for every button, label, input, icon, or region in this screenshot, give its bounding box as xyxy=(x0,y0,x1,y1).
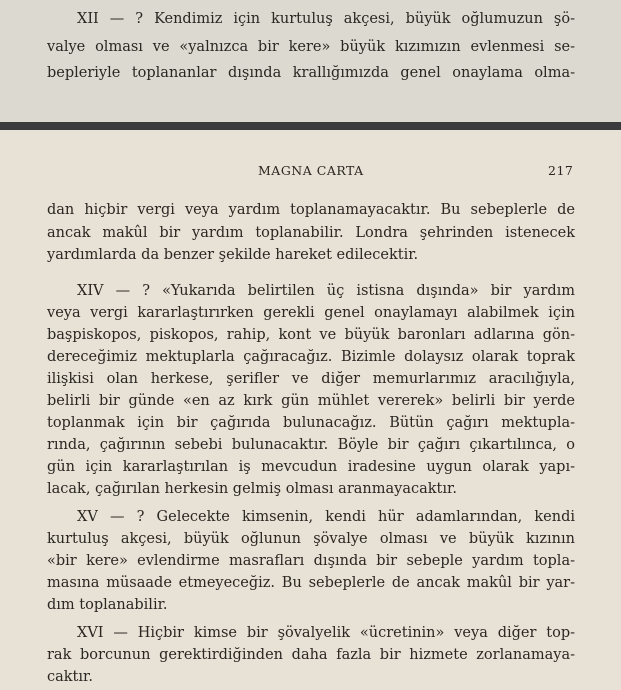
page-number: 217 xyxy=(548,163,574,178)
text-line: masına müsaade etmeyeceğiz. Bu sebeplerle de ancak makûl bir yar- xyxy=(47,575,575,591)
text-line: ancak makûl bir yardım toplanabilir. Londra şehrinden istenecek xyxy=(47,225,575,241)
text-line: rında, çağırının sebebi bulunacaktır. Böyle bir çağırı çıkartılınca, o xyxy=(47,437,575,453)
text-line: veya vergi kararlaştırırken gerekli genel onaylamayı alabilmek için xyxy=(47,305,575,321)
text-line: caktır. xyxy=(47,669,93,685)
text-line: valye olması ve «yalnızca bir kere» büyük kızımızın evlenmesi se- xyxy=(47,39,575,55)
text-line: belirli bir günde «en az kırk gün mühlet vererek» belirli bir yerde xyxy=(47,393,575,409)
text-line: dereceğimiz mektuplarla çağıracağız. Bizimle dolaysız olarak toprak xyxy=(47,349,575,365)
text-line: dan hiçbir vergi veya yardım toplanamayacaktır. Bu sebeplerle de xyxy=(47,202,575,218)
text-line: toplanmak için bir çağırıda bulunacağız. Bütün çağırı mektupla- xyxy=(47,415,575,431)
text-line: dım toplanabilir. xyxy=(47,597,168,613)
text-line: yardımlarda da benzer şekilde hareket edilecektir. xyxy=(47,247,419,263)
previous-page-fragment xyxy=(0,0,621,122)
text-line: rak borcunun gerektirdiğinden daha fazla bir hizmete zorlanamaya- xyxy=(47,647,575,663)
text-line: «bir kere» evlendirme masrafları dışında bir sebeple yardım topla- xyxy=(47,553,575,569)
text-line: XVI — Hiçbir kimse bir şövalyelik «ücretinin» veya diğer top- xyxy=(77,625,575,641)
text-line: XII — ? Kendimiz için kurtuluş akçesi, büyük oğlumuzun şö- xyxy=(77,11,575,27)
text-line: kurtuluş akçesi, büyük oğlunun şövalye olması ve büyük kızının xyxy=(47,531,575,547)
text-line: gün için kararlaştırılan iş mevcudun iradesine uygun olarak yapı- xyxy=(47,459,575,475)
text-line: XIV — ? «Yukarıda belirtilen üç istisna dışında» bir yardım xyxy=(77,283,575,299)
text-line: XV — ? Gelecekte kimsenin, kendi hür adamlarından, kendi xyxy=(77,509,575,525)
text-line: başpiskopos, piskopos, rahip, kont ve büyük baronları adlarına gön- xyxy=(47,327,575,343)
running-title: MAGNA CARTA xyxy=(258,163,364,178)
text-line: ilişkisi olan herkese, şerifler ve diğer memurlarımız aracılığıyla, xyxy=(47,371,575,387)
page-divider xyxy=(0,122,621,130)
text-line: bepleriyle toplananlar dışında krallığımızda genel onaylama olma- xyxy=(47,65,575,81)
text-line: lacak, çağırılan herkesin gelmiş olması aranmayacaktır. xyxy=(47,481,457,497)
